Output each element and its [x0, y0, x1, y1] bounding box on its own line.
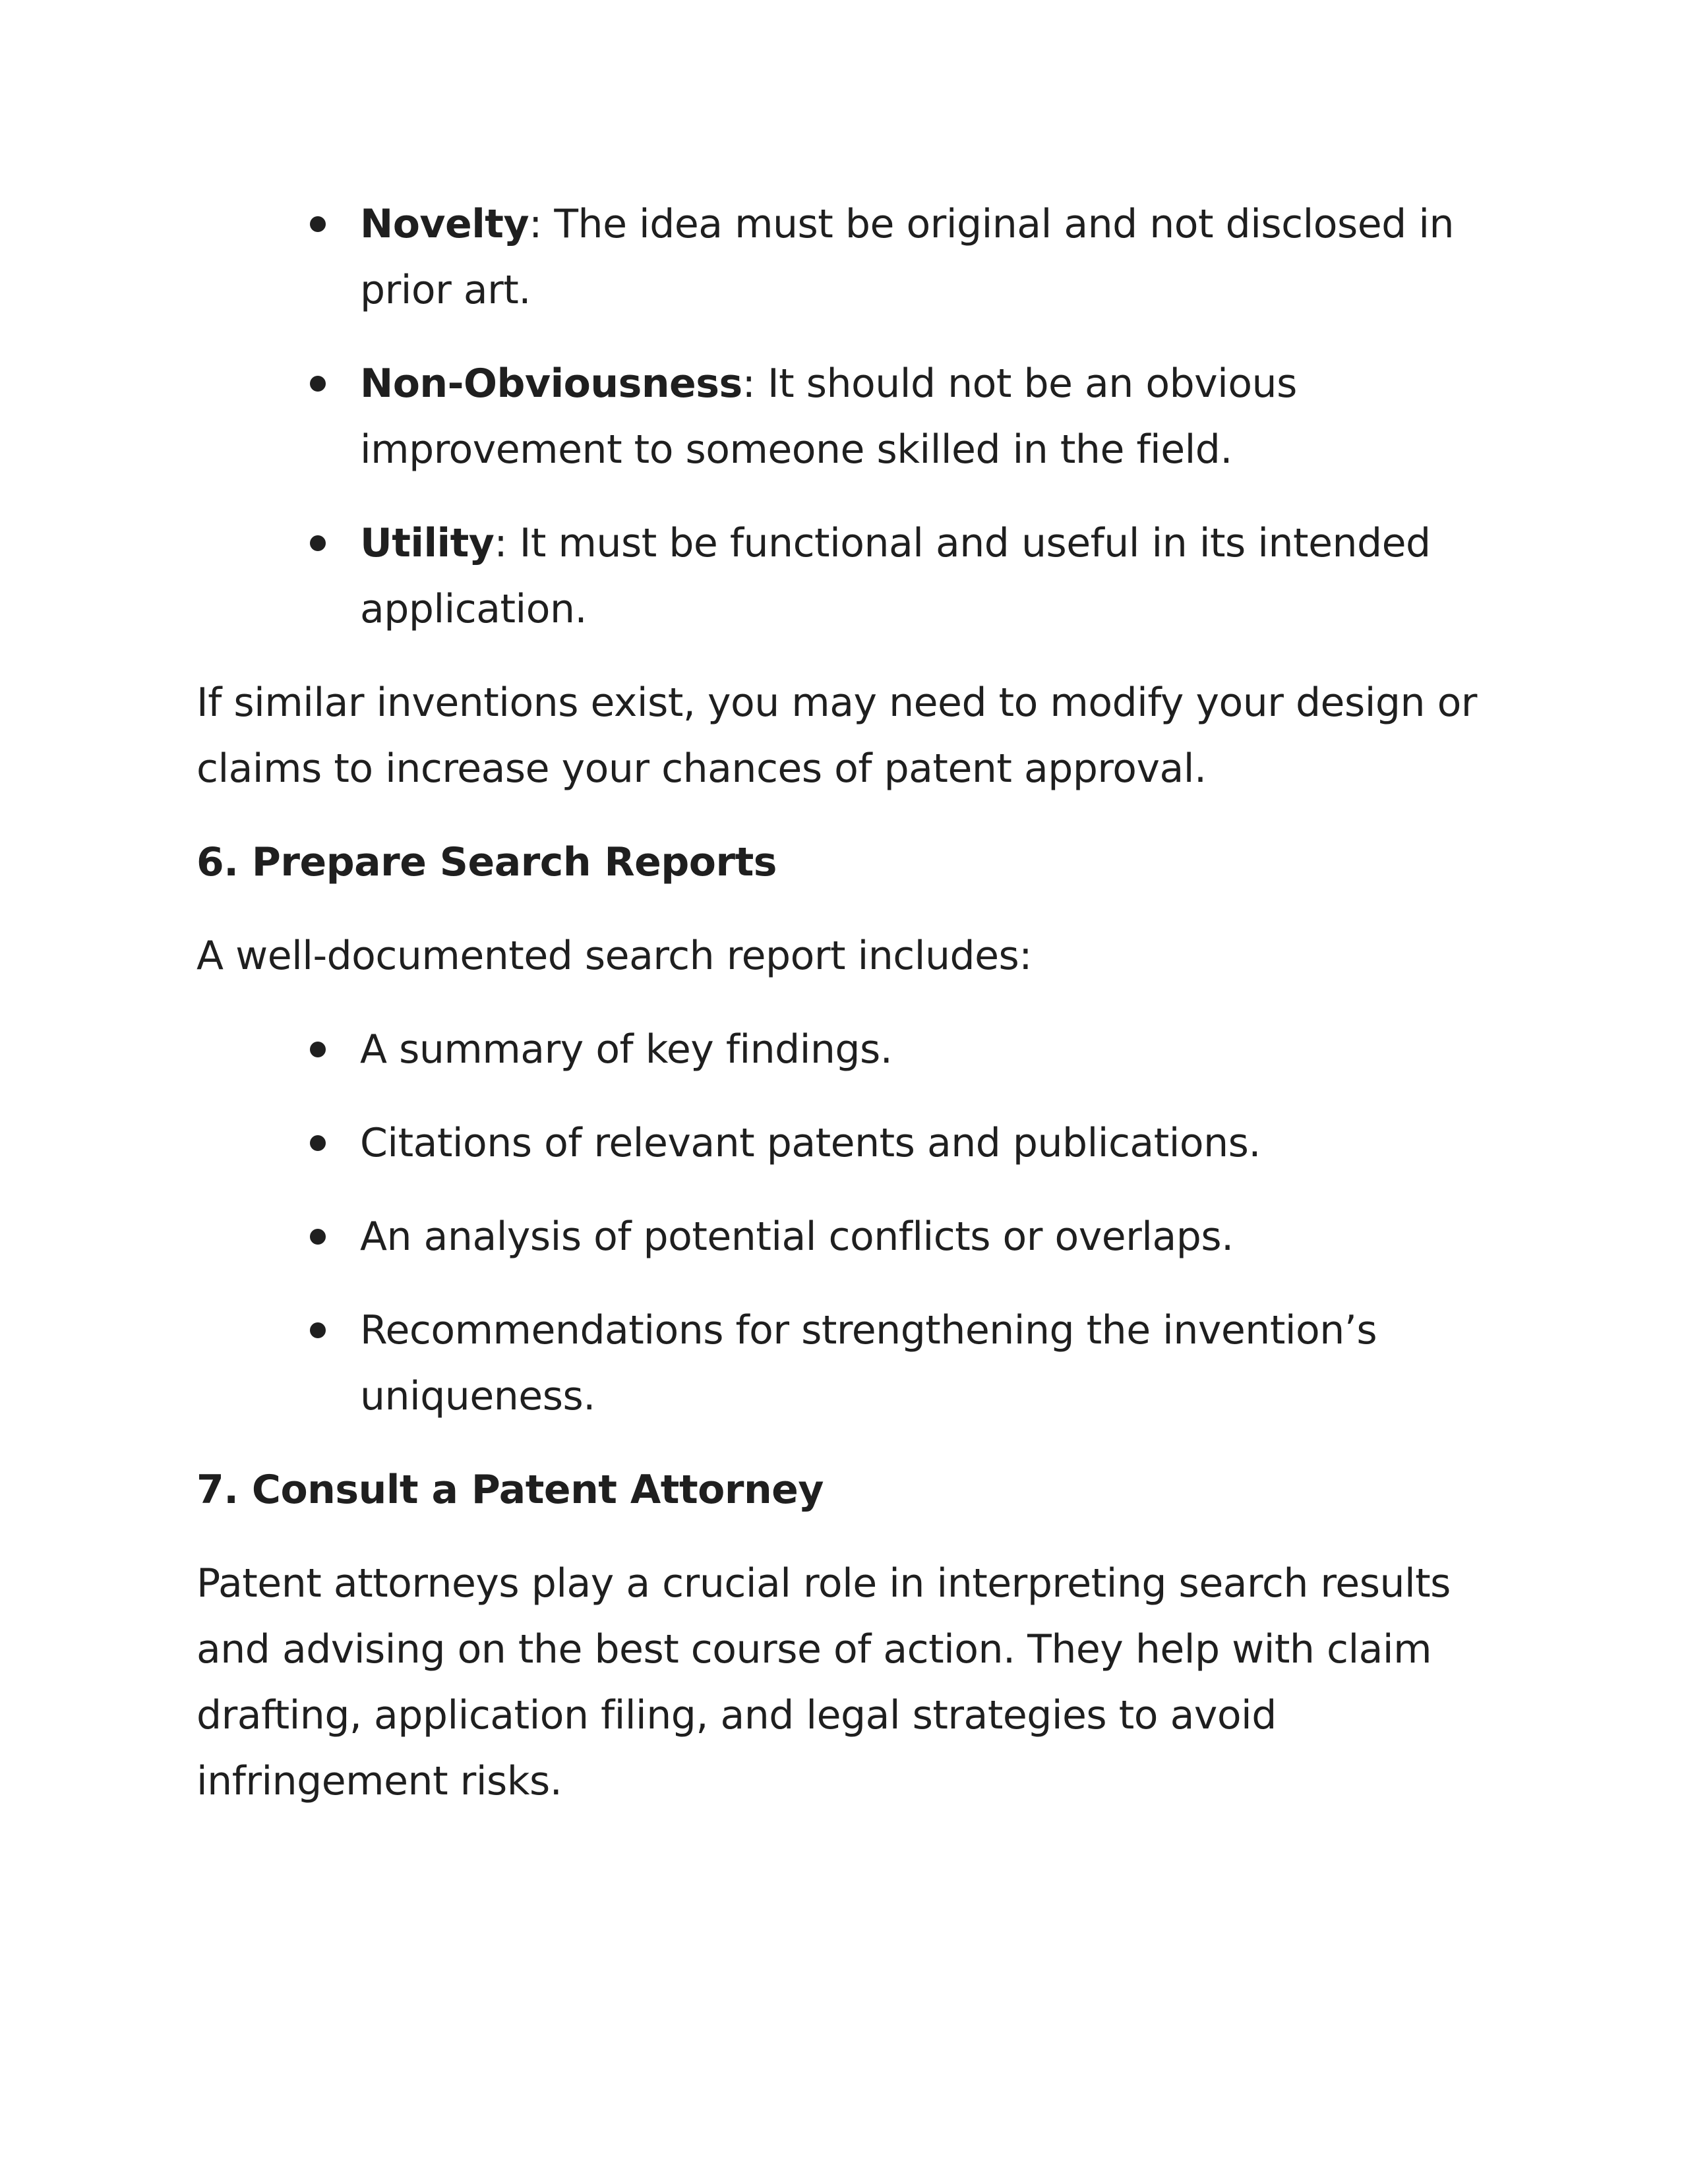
list-item	[360, 191, 1489, 323]
bullet-icon	[310, 1135, 326, 1151]
bullet-icon	[310, 1229, 326, 1245]
list-item	[360, 1297, 1489, 1429]
search-report-intro: A well-documented search report includes:	[196, 933, 1032, 979]
list-item-text: A summary of key findings.	[360, 1026, 893, 1073]
criterion-text: : The idea must be original and not disclosed in prior art.	[360, 201, 1455, 313]
bullet-icon	[310, 1042, 326, 1057]
bullet-icon	[310, 1322, 326, 1338]
search-report-list	[196, 1017, 1489, 1429]
section-6-heading: 6. Prepare Search Reports	[196, 839, 777, 885]
list-item-text: Citations of relevant patents and publications.	[360, 1120, 1261, 1166]
patentability-criteria-list	[196, 191, 1489, 642]
criterion-term: Utility	[360, 520, 495, 566]
list-item	[360, 1110, 1489, 1176]
list-item	[360, 510, 1489, 642]
bullet-icon	[310, 535, 326, 551]
list-item	[360, 1017, 1489, 1082]
list-item-text: Recommendations for strengthening the invention’s uniqueness.	[360, 1307, 1377, 1419]
list-item-text: An analysis of potential conflicts or overlaps.	[360, 1214, 1234, 1260]
bullet-icon	[310, 376, 326, 392]
criterion-text: : It should not be an obvious improvement to someone skilled in the field.	[360, 361, 1297, 473]
list-item	[360, 351, 1489, 483]
document-body	[196, 191, 1489, 1842]
criterion-text: : It must be functional and useful in its intended application.	[360, 520, 1431, 632]
section-7-heading: 7. Consult a Patent Attorney	[196, 1467, 824, 1513]
criterion-term: Novelty	[360, 201, 529, 247]
patent-attorney-paragraph: Patent attorneys play a crucial role in interpreting search results and advising on the best course of action. They help with claim drafting, application filing, and legal strategies to avoid infringement risks.	[196, 1560, 1451, 1804]
modify-design-paragraph: If similar inventions exist, you may need to modify your design or claims to increase your chances of patent approval.	[196, 680, 1477, 792]
bullet-icon	[310, 216, 326, 232]
list-item	[360, 1204, 1489, 1270]
criterion-term: Non-Obviousness	[360, 361, 742, 407]
